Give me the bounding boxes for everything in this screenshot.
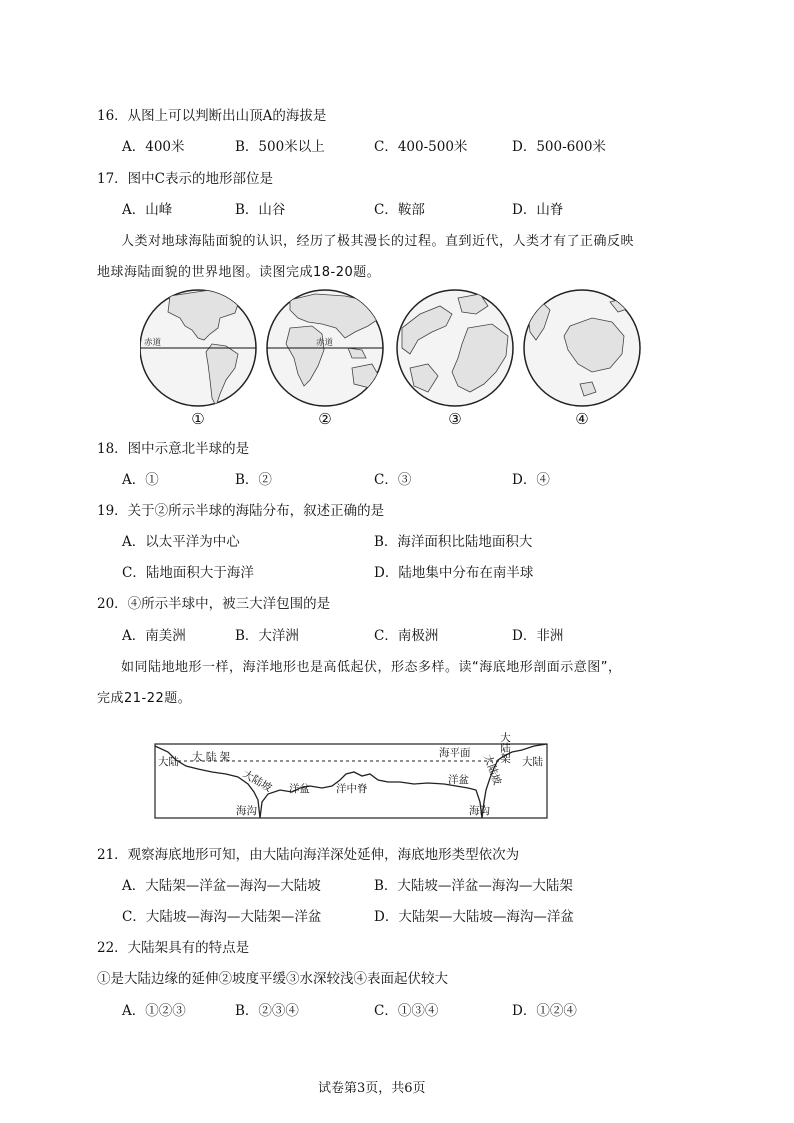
intro2-line2: 完成21-22题。 bbox=[97, 691, 192, 706]
q16-option-a: A．400米 bbox=[122, 139, 185, 155]
q22-stem: 22．大陆架具有的特点是 bbox=[97, 940, 250, 956]
globe1-label: ① bbox=[191, 410, 205, 428]
label-basin-left: 洋盆 bbox=[289, 783, 310, 795]
label-ridge: 洋中脊 bbox=[336, 783, 368, 795]
q18-stem: 18．图中示意北半球的是 bbox=[97, 441, 250, 457]
globe2-equator-label: 赤道 bbox=[316, 338, 334, 348]
q21-option-c: C．大陆坡—海沟—大陆架—洋盆 bbox=[122, 909, 322, 925]
q16-option-c: C．400-500米 bbox=[374, 139, 468, 155]
globe2-label: ② bbox=[318, 410, 332, 428]
q19-option-b: B．海洋面积比陆地面积大 bbox=[374, 534, 533, 550]
q22-option-c: C．①③④ bbox=[374, 1003, 439, 1019]
q21-stem: 21．观察海底地形可知，由大陆向海洋深处延伸，海底地形类型依次为 bbox=[97, 847, 520, 863]
label-trench-right: 海沟 bbox=[469, 805, 490, 817]
intro1-line2: 地球海陆面貌的世界地图。读图完成18-20题。 bbox=[97, 265, 381, 280]
q17-option-a: A．山峰 bbox=[122, 202, 173, 218]
label-basin-right: 洋盆 bbox=[448, 774, 469, 786]
label-land-left: 大陆 bbox=[158, 756, 179, 768]
label-trench-left: 海沟 bbox=[236, 805, 257, 817]
seabed-profile-figure bbox=[150, 716, 552, 824]
q20-option-d: D．非洲 bbox=[512, 628, 564, 644]
q21-option-a: A．大陆架—洋盆—海沟—大陆坡 bbox=[122, 878, 321, 894]
globe-eastern-hemisphere bbox=[267, 290, 383, 406]
page-footer: 试卷第3页，共6页 bbox=[318, 1081, 426, 1096]
q22-option-b: B．②③④ bbox=[235, 1003, 299, 1019]
label-land-right: 大陆 bbox=[522, 756, 543, 768]
q16-option-d: D．500-600米 bbox=[512, 139, 606, 155]
q17-option-c: C．鞍部 bbox=[374, 202, 425, 218]
q17-option-d: D．山脊 bbox=[512, 202, 564, 218]
q19-option-d: D．陆地集中分布在南半球 bbox=[374, 565, 534, 581]
q22-statements: ①是大陆边缘的延伸②坡度平缓③水深较浅④表面起伏较大 bbox=[97, 971, 448, 987]
q20-option-a: A．南美洲 bbox=[122, 628, 186, 644]
q17-stem: 17．图中C表示的地形部位是 bbox=[97, 171, 274, 187]
q16-stem: 16．从图上可以判断出山顶A的海拔是 bbox=[97, 108, 327, 124]
q20-stem: 20．④所示半球中，被三大洋包围的是 bbox=[97, 596, 331, 612]
intro2-line1: 如同陆地地形一样，海洋地形也是高低起伏，形态多样。读“海底地形剖面示意图”， bbox=[121, 660, 622, 675]
q19-option-c: C．陆地面积大于海洋 bbox=[122, 565, 254, 581]
q17-option-b: B．山谷 bbox=[235, 202, 286, 218]
q21-option-d: D．大陆架—大陆坡—海沟—洋盆 bbox=[374, 909, 574, 925]
label-slope-right: 大陆坡 bbox=[481, 752, 504, 787]
globe-western-hemisphere bbox=[140, 290, 256, 406]
globe4-label: ④ bbox=[575, 410, 589, 428]
q22-option-d: D．①②④ bbox=[512, 1003, 577, 1019]
q18-option-c: C．③ bbox=[374, 472, 412, 488]
q20-option-b: B．大洋洲 bbox=[235, 628, 299, 644]
label-shelf-right: 大陆架 bbox=[499, 732, 511, 764]
intro1-line1: 人类对地球海陆面貌的认识，经历了极其漫长的过程。直到近代，人类才有了正确反映 bbox=[121, 234, 635, 249]
q18-option-d: D．④ bbox=[512, 472, 550, 488]
q19-stem: 19．关于②所示半球的海陆分布，叙述正确的是 bbox=[97, 503, 385, 519]
q22-option-a: A．①②③ bbox=[122, 1003, 186, 1019]
q19-option-a: A．以太平洋为中心 bbox=[122, 534, 240, 550]
q16-option-b: B．500米以上 bbox=[235, 139, 325, 155]
label-shelf-left: 大 陆 架 bbox=[192, 751, 231, 763]
q18-option-a: A．① bbox=[122, 472, 159, 488]
label-sea-level: 海平面 bbox=[439, 747, 471, 759]
globe1-equator-label: 赤道 bbox=[144, 338, 162, 348]
label-slope-left: 大陆坡 bbox=[240, 768, 274, 795]
q21-option-b: B．大陆坡—洋盆—海沟—大陆架 bbox=[374, 878, 573, 894]
globe-southern-hemisphere bbox=[524, 290, 640, 406]
globe3-label: ③ bbox=[448, 410, 462, 428]
q18-option-b: B．② bbox=[235, 472, 272, 488]
q20-option-c: C．南极洲 bbox=[374, 628, 439, 644]
globe-northern-hemisphere bbox=[397, 290, 513, 406]
hemisphere-globes-figure bbox=[140, 288, 660, 430]
